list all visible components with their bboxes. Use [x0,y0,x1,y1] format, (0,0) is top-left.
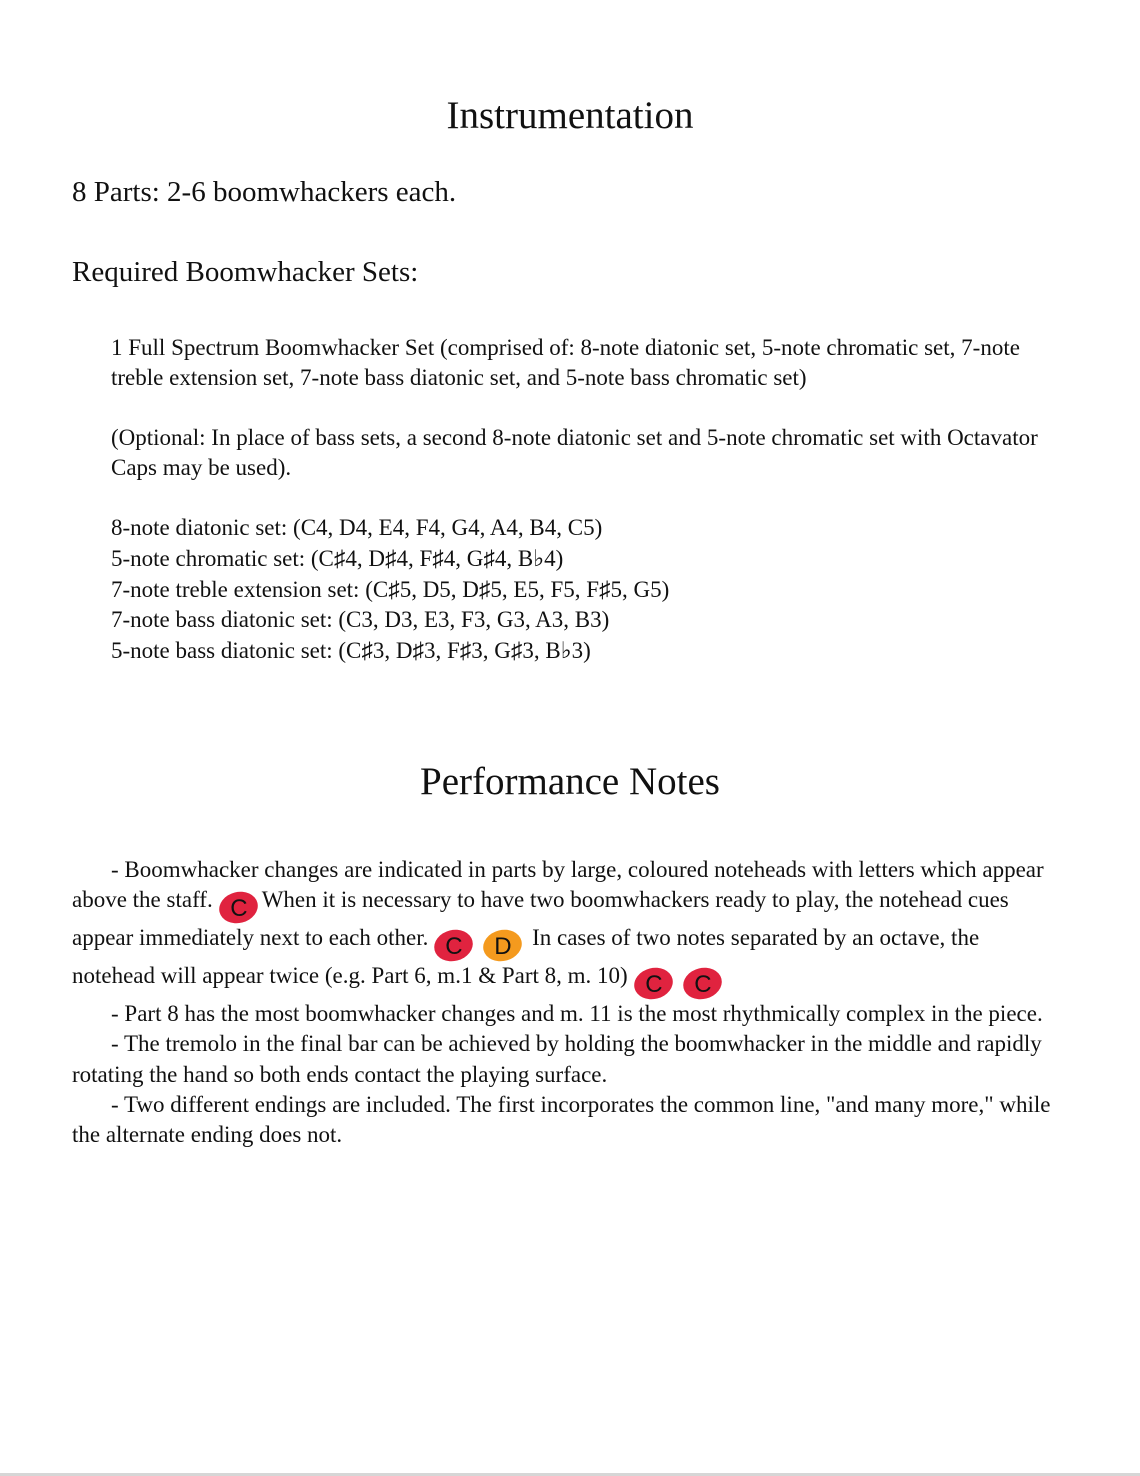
notehead-c-icon: C [216,888,261,928]
note-paragraph-3: - The tremolo in the final bar can be achieved by holding the boomwhacker in the middle and rapidly rotating the hand so both ends contact the playing surface. [72,1031,1042,1087]
set-item: 5-note chromatic set: (C♯4, D♯4, F♯4, G♯4, B♭4) [111,545,564,571]
note-1-text-b: When it is necessary to have two boomwhackers ready to play, the notehead cues appear immediately next to each other. [72,887,1009,951]
note-paragraph-2: - Part 8 has the most boomwhacker changes and m. 11 is the most rhythmically complex in the piece. [111,1001,1043,1027]
notehead-d-icon: D [480,926,525,966]
notehead-c-icon: C [431,926,476,966]
optional-note-text: (Optional: In place of bass sets, a second 8-note diatonic set and 5-note chromatic set with Octavator Caps may be used). [111,425,1038,480]
set-item: 7-note treble extension set: (C♯5, D5, D♯5, E5, F5, F♯5, G5) [111,576,670,602]
performance-notes-heading: Performance Notes [420,760,720,803]
set-item: 7-note bass diatonic set: (C3, D3, E3, F3, G3, A3, B3) [111,607,610,633]
set-item: 8-note diatonic set: (C4, D4, E4, F4, G4, A4, B4, C5) [111,515,603,540]
instrumentation-heading: Instrumentation [446,94,694,137]
note-paragraph-1 [72,855,1067,999]
note-1-text-c: In cases of two notes separated by an octave, the notehead will appear twice (e.g. Part 6, m.1 & Part 8, m. 10) [72,925,980,989]
notehead-c-icon: C [631,964,676,1004]
note-paragraph-4: - Two different endings are included. The first incorporates the common line, "and many more," while the alternate ending does not. [72,1091,1051,1148]
performance-notes-body [72,855,1067,1150]
parts-line: 8 Parts: 2-6 boomwhackers each. [72,176,457,208]
notehead-c-icon: C [680,964,725,1004]
full-spectrum-set-text: 1 Full Spectrum Boomwhacker Set (comprised of: 8-note diatonic set, 5-note chromatic set, 7-note treble extension set, 7-note bass diatonic set, and 5-note bass chromatic set) [111,335,1020,390]
note-1-text-a: - Boomwhacker changes are indicated in parts by large, coloured noteheads with letters which appear above the staff. [72,857,1044,913]
required-sets-label: Required Boomwhacker Sets: [72,256,419,288]
set-item: 5-note bass diatonic set: (C♯3, D♯3, F♯3, G♯3, B♭3) [111,638,591,663]
set-list [111,513,1041,667]
